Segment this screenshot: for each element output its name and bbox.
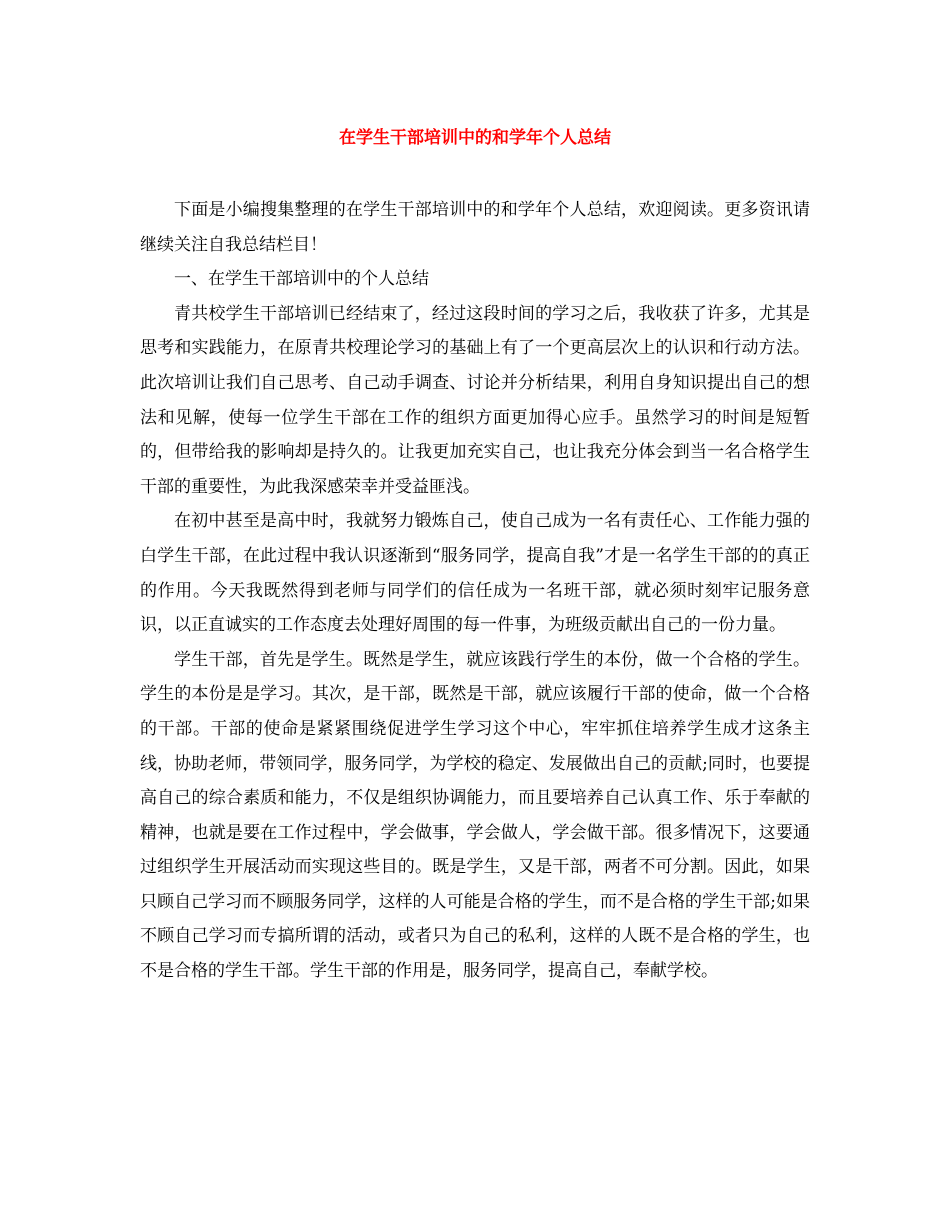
- paragraph-intro: 下面是小编搜集整理的在学生干部培训中的和学年个人总结，欢迎阅读。更多资讯请继续关注自我总结栏目！: [140, 200, 810, 255]
- paragraph-experience: 在初中甚至是高中时，我就努力锻炼自己，使自己成为一名有责任心、工作能力强的白学生干部，在此过程中我认识逐渐到“服务同学，提高自我”才是一名学生干部的的真正的作用。今天我既然得到老师与同学们的信任成为一名班干部，就必须时刻牢记服务意识，以正直诚实的工作态度去处理好周围的每一件事，为班级贡献出自己的一份力量。: [140, 511, 810, 636]
- paragraph-role: 学生干部，首先是学生。既然是学生，就应该践行学生的本份，做一个合格的学生。学生的本份是是学习。其次，是干部，既然是干部，就应该履行干部的使命，做一个合格的干部。干部的使命是紧紧围绕促进学生学习这个中心，牢牢抓住培养学生成才这条主线，协助老师，带领同学，服务同学，为学校的稳定、发展做出自己的贡献;同时，也要提高自己的综合素质和能力，不仅是组织协调能力，而且要培养自己认真工作、乐于奉献的精神，也就是要在工作过程中，学会做事，学会做人，学会做干部。很多情况下，这要通过组织学生开展活动而实现这些目的。既是学生，又是干部，两者不可分割。因此，如果只顾自己学习而不顾服务同学，这样的人可能是合格的学生，而不是合格的学生干部;如果不顾自己学习而专搞所谓的活动，或者只为自己的私利，这样的人既不是合格的学生，也不是合格的学生干部。学生干部的作用是，服务同学，提高自己，奉献学校。: [140, 649, 810, 982]
- document-body: [140, 193, 810, 989]
- document-title: 在学生干部培训中的和学年个人总结: [339, 128, 611, 148]
- paragraph-training: 青共校学生干部培训已经结束了，经过这段时间的学习之后，我收获了许多，尤其是思考和实践能力，在原青共校理论学习的基础上有了一个更高层次上的认识和行动方法。此次培训让我们自己思考、自己动手调查、讨论并分析结果，利用自身知识提出自己的想法和见解，使每一位学生干部在工作的组织方面更加得心应手。虽然学习的时间是短暂的，但带给我的影响却是持久的。让我更加充实自己，也让我充分体会到当一名合格学生干部的重要性，为此我深感荣幸并受益匪浅。: [140, 303, 810, 497]
- section-heading: 一、在学生干部培训中的个人总结: [174, 269, 429, 290]
